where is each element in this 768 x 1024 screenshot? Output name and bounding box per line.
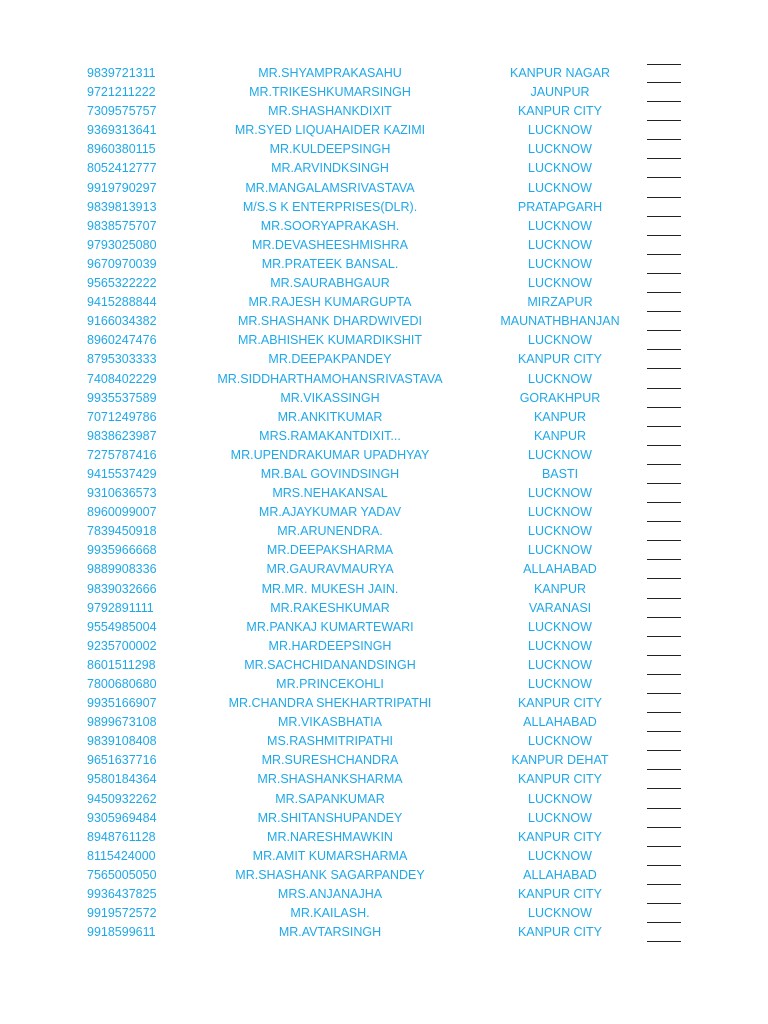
phone-number: 9651637716 [87,753,157,768]
phone-number: 8960380115 [87,142,156,157]
contact-name: MR.SHASHANKSHARMA [257,772,403,787]
list-item [0,790,768,809]
contact-name: MR.RAKESHKUMAR [270,600,390,615]
phone-number: 9919790297 [87,180,157,195]
list-item [0,293,768,312]
city-name: ALLAHABAD [523,562,597,577]
city-name: LUCKNOW [528,524,592,539]
phone-number: 9899673108 [87,715,157,730]
list-item [0,618,768,637]
list-item [0,885,768,904]
contact-name: MR.SHASHANKDIXIT [268,104,392,119]
phone-number: 9305969484 [87,810,157,825]
contact-list [0,64,768,942]
contact-name: MR.RAJESH KUMARGUPTA [248,295,412,310]
list-item [0,809,768,828]
contact-name: MR.SHITANSHUPANDEY [257,810,403,825]
city-name: LUCKNOW [528,371,592,386]
city-name: LUCKNOW [528,906,592,921]
phone-number: 9889908336 [87,562,157,577]
contact-name: MR.AJAYKUMAR YADAV [258,505,402,520]
list-item [0,560,768,579]
city-name: JAUNPUR [530,85,590,100]
contact-name: MR.DEVASHEESHMISHRA [251,237,409,252]
phone-number: 9415288844 [87,295,157,310]
phone-number: 7565005050 [87,867,157,882]
city-name: LUCKNOW [528,657,592,672]
phone-number: 7839450918 [87,524,157,539]
phone-number: 9839721311 [87,66,156,80]
list-item [0,140,768,159]
phone-number: 9580184364 [87,772,157,787]
phone-number: 7800680680 [87,677,157,691]
list-item [0,522,768,541]
phone-number: 9792891111 [87,600,154,615]
phone-number: 9839813913 [87,199,157,214]
list-item [0,923,768,942]
city-name: LUCKNOW [528,447,592,462]
contact-name: MR.ABHISHEK KUMARDIKSHIT [237,333,423,348]
list-item [0,904,768,923]
list-item [0,503,768,522]
contact-name: MR.PRINCEKOHLI [276,677,384,691]
phone-number: 9793025080 [87,237,157,252]
city-name: KANPUR [533,581,587,596]
contact-name: MR.GAURAVMAURYA [266,562,394,577]
city-name: LUCKNOW [528,180,592,195]
list-item [0,217,768,236]
contact-name: M/S.S K ENTERPRISES(DLR). [242,199,418,214]
contact-name: MR.VIKASSINGH [280,390,380,405]
contact-name: MR.MR. MUKESH JAIN. [261,581,399,596]
phone-number: 9310636573 [87,486,157,501]
city-name: LUCKNOW [528,848,592,863]
list-item [0,370,768,389]
phone-number: 9918599611 [87,925,156,940]
list-item [0,102,768,121]
phone-number: 7408402229 [87,371,157,386]
phone-number: 9235700002 [87,638,157,653]
phone-number: 9839032666 [87,581,157,596]
list-item [0,236,768,255]
city-name: PRATAPGARH [517,199,603,214]
contact-name: MR.BAL GOVINDSINGH [260,466,400,481]
list-item [0,580,768,599]
list-item [0,427,768,446]
phone-number: 9166034382 [87,314,157,329]
contact-name: MR.SAURABHGAUR [270,276,390,291]
contact-name: MR.HARDEEPSINGH [268,638,392,653]
city-name: LUCKNOW [528,543,592,558]
phone-number: 9936437825 [87,887,157,902]
city-name: KANPUR DEHAT [511,753,609,768]
list-item [0,866,768,885]
city-name: GORAKHPUR [519,390,601,405]
city-name: LUCKNOW [528,505,592,520]
phone-number: 8052412777 [87,161,157,176]
list-item [0,83,768,102]
phone-number: 9554985004 [87,619,157,634]
city-name: LUCKNOW [528,218,592,233]
list-item [0,713,768,732]
phone-number: 9839108408 [87,734,157,749]
list-item [0,599,768,618]
signature-line [647,941,681,942]
contact-name: MR.SACHCHIDANANDSINGH [244,657,416,672]
city-name: MIRZAPUR [527,295,593,310]
city-name: LUCKNOW [528,791,592,806]
city-name: LUCKNOW [528,677,592,691]
city-name: KANPUR NAGAR [509,66,611,80]
city-name: MAUNATHBHANJAN [500,314,620,329]
list-item [0,179,768,198]
city-name: LUCKNOW [528,810,592,825]
contact-name: MR.SHASHANK SAGARPANDEY [235,867,425,882]
city-name: LUCKNOW [528,638,592,653]
city-name: LUCKNOW [528,123,592,138]
list-item [0,389,768,408]
city-name: LUCKNOW [528,161,592,176]
city-name: KANPUR CITY [517,829,603,844]
phone-number: 9369313641 [87,123,157,138]
phone-number: 9838575707 [87,218,157,233]
phone-number: 8115424000 [87,848,156,863]
contact-name: MR.SHASHANK DHARDWIVEDI [237,314,423,329]
list-item [0,446,768,465]
phone-number: 9415537429 [87,466,157,481]
contact-name: MRS.RAMAKANTDIXIT... [259,428,401,443]
phone-number: 8948761128 [87,829,156,844]
list-item [0,694,768,713]
contact-name: MR.AMIT KUMARSHARMA [252,848,408,863]
contact-name: MR.SAPANKUMAR [275,791,385,806]
city-name: KANPUR CITY [517,696,603,711]
city-name: LUCKNOW [528,142,592,157]
list-item [0,159,768,178]
list-item [0,541,768,560]
phone-number: 8795303333 [87,352,157,367]
phone-number: 9450932262 [87,791,157,806]
city-name: LUCKNOW [528,237,592,252]
list-item [0,675,768,694]
list-item [0,656,768,675]
city-name: KANPUR CITY [517,104,603,119]
contact-name: MR.ARVINDKSINGH [271,161,389,176]
contact-name: MR.AVTARSINGH [278,925,382,940]
city-name: LUCKNOW [528,486,592,501]
city-name: VARANASI [528,600,592,615]
list-item [0,312,768,331]
contact-name: MR.PRATEEK BANSAL. [261,256,399,271]
city-name: LUCKNOW [528,256,592,271]
contact-name: MRS.NEHAKANSAL [272,486,388,501]
city-name: LUCKNOW [528,333,592,348]
city-name: ALLAHABAD [523,867,597,882]
contact-name: MR.CHANDRA SHEKHARTRIPATHI [228,696,432,711]
list-item [0,274,768,293]
contact-name: MR.KULDEEPSINGH [269,142,391,157]
contact-name: MR.DEEPAKPANDEY [268,352,392,367]
list-item [0,64,768,83]
contact-name: MRS.ANJANAJHA [277,887,383,902]
list-item [0,465,768,484]
city-name: ALLAHABAD [523,715,597,730]
contact-name: MR.NARESHMAWKIN [267,829,393,844]
contact-name: MS.RASHMITRIPATHI [267,734,393,749]
phone-number: 9935166907 [87,696,157,711]
list-item [0,255,768,274]
list-item [0,637,768,656]
list-item [0,847,768,866]
phone-number: 9670970039 [87,256,157,271]
list-item [0,121,768,140]
contact-name: MR.SYED LIQUAHAIDER KAZIMI [234,123,426,138]
phone-number: 9919572572 [87,906,157,921]
contact-name: MR.SURESHCHANDRA [261,753,399,768]
list-item [0,331,768,350]
list-item [0,484,768,503]
list-item [0,751,768,770]
city-name: LUCKNOW [528,276,592,291]
phone-number: 8601511298 [87,657,156,672]
phone-number: 7275787416 [87,447,157,462]
list-item [0,732,768,751]
phone-number: 9721211222 [87,85,156,100]
phone-number: 8960099007 [87,505,157,520]
city-name: KANPUR [533,409,587,424]
contact-name: MR.ARUNENDRA. [277,524,383,539]
phone-number: 9935966668 [87,543,157,558]
contact-name: MR.KAILASH. [290,906,370,921]
contact-name: MR.VIKASBHATIA [278,715,382,730]
city-name: LUCKNOW [528,619,592,634]
phone-number: 8960247476 [87,333,157,348]
contact-name: MR.ANKITKUMAR [277,409,383,424]
contact-name: MR.DEEPAKSHARMA [266,543,394,558]
phone-number: 9838623987 [87,428,157,443]
phone-number: 9565322222 [87,276,157,291]
list-item [0,828,768,847]
phone-number: 7071249786 [87,409,157,424]
contact-name: MR.MANGALAMSRIVASTAVA [245,180,415,195]
contact-name: MR.SHYAMPRAKASAHU [258,66,402,80]
city-name: KANPUR CITY [517,925,603,940]
list-item [0,198,768,217]
contact-name: MR.TRIKESHKUMARSINGH [249,85,411,100]
contact-name: MR.PANKAJ KUMARTEWARI [246,619,414,634]
city-name: KANPUR CITY [517,772,603,787]
city-name: KANPUR [533,428,587,443]
phone-number: 7309575757 [87,104,157,119]
contact-name: MR.UPENDRAKUMAR UPADHYAY [230,447,430,462]
city-name: KANPUR CITY [517,352,603,367]
list-item [0,350,768,369]
phone-number: 9935537589 [87,390,157,405]
contact-name: MR.SOORYAPRAKASH. [260,218,400,233]
city-name: KANPUR CITY [517,887,603,902]
list-item [0,770,768,789]
city-name: BASTI [541,466,579,481]
city-name: LUCKNOW [528,734,592,749]
list-item [0,408,768,427]
contact-name: MR.SIDDHARTHAMOHANSRIVASTAVA [217,371,443,386]
